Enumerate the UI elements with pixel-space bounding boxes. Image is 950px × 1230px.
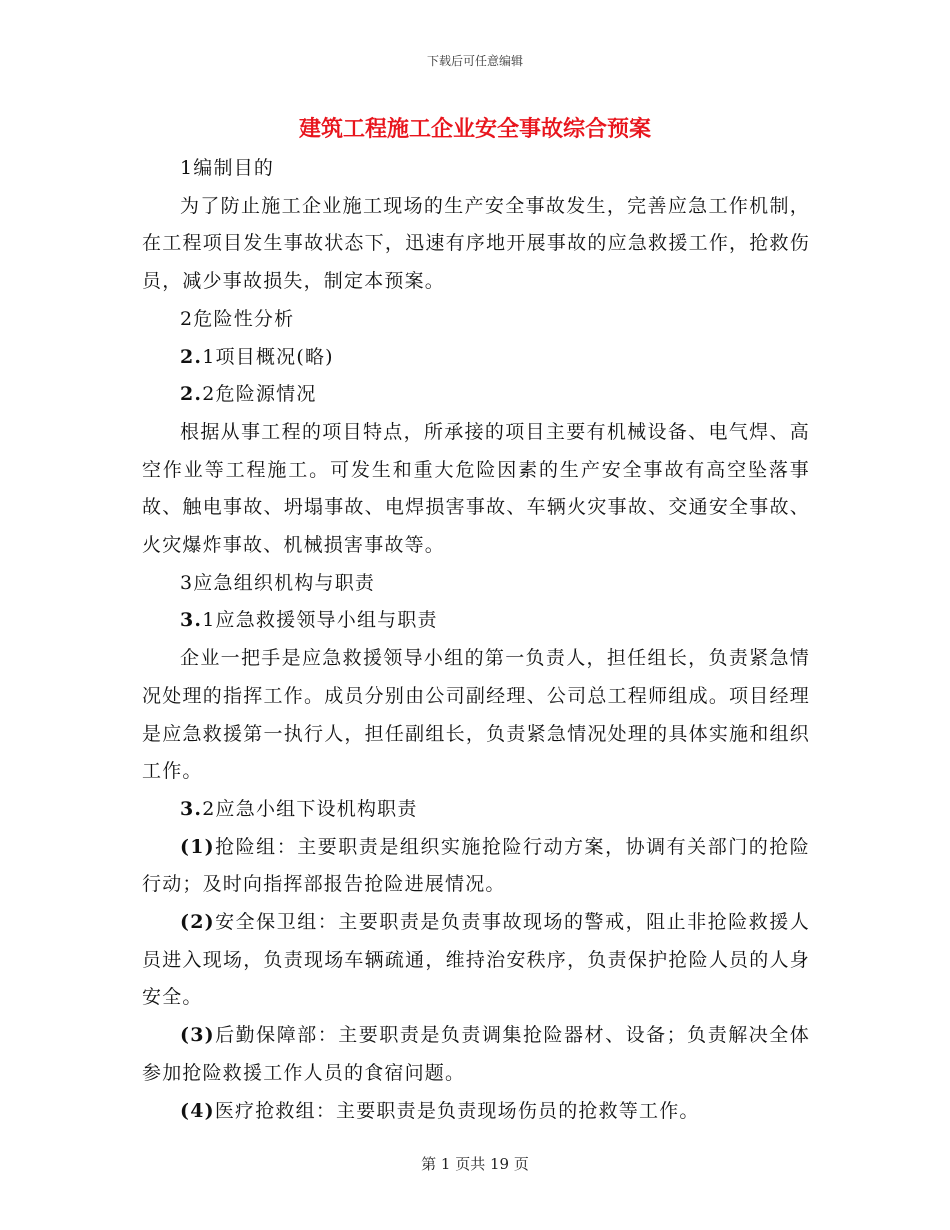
paragraph-12: (2)安全保卫组：主要职责是负责事故现场的警戒，阻止非抢险救援人员进入现场，负责现场车辆疏通，维持治安秩序，负责保护抢险人员的人身安全。 <box>142 911 810 1009</box>
page-header: 下载后可任意编辑 <box>426 54 523 68</box>
paragraph-2: 为了防止施工企业施工现场的生产安全事故发生，完善应急工作机制，在工程项目发生事故状态下，迅速有序地开展事故的应急救援工作，抢救伤员，减少事故损失，制定本预案。 <box>142 194 810 293</box>
paragraph-11: (1)抢险组：主要职责是组织实施抢险行动方案，协调有关部门的抢险行动；及时向指挥部报告抢险进展情况。 <box>142 835 810 896</box>
paragraph-8: 3.1应急救援领导小组与职责 <box>180 609 438 632</box>
paragraph-9: 企业一把手是应急救援领导小组的第一负责人，担任组长，负责紧急情况处理的指挥工作。成员分别由公司副经理、公司总工程师组成。项目经理是应急救援第一执行人，担任副组长，负责紧急情况处理的具体实施和组织工作。 <box>142 647 810 783</box>
paragraph-3: 2危险性分析 <box>180 307 295 330</box>
page-footer: 第 1 页共 19 页 <box>421 1155 529 1173</box>
paragraph-1: 1编制目的 <box>180 157 275 179</box>
document-title: 建筑工程施工企业安全事故综合预案 <box>298 116 651 142</box>
paragraph-5: 2.2危险源情况 <box>180 383 317 406</box>
paragraph-7: 3应急组织机构与职责 <box>180 571 376 594</box>
paragraph-4: 2.1项目概况(略) <box>180 345 334 368</box>
paragraph-10: 3.2应急小组下设机构职责 <box>180 797 418 820</box>
paragraph-14: (4)医疗抢救组：主要职责是负责现场伤员的抢救等工作。 <box>180 1099 700 1122</box>
document-body <box>142 150 810 1130</box>
paragraph-6: 根据从事工程的项目特点，所承接的项目主要有机械设备、电气焊、高空作业等工程施工。可发生和重大危险因素的生产安全事故有高空坠落事故、触电事故、坍塌事故、电焊损害事故、车辆火灾事故、交通安全事故、火灾爆炸事故、机械损害事故等。 <box>142 420 810 557</box>
paragraph-13: (3)后勤保障部：主要职责是负责调集抢险器材、设备；负责解决全体参加抢险救援工作人员的食宿问题。 <box>142 1024 810 1084</box>
